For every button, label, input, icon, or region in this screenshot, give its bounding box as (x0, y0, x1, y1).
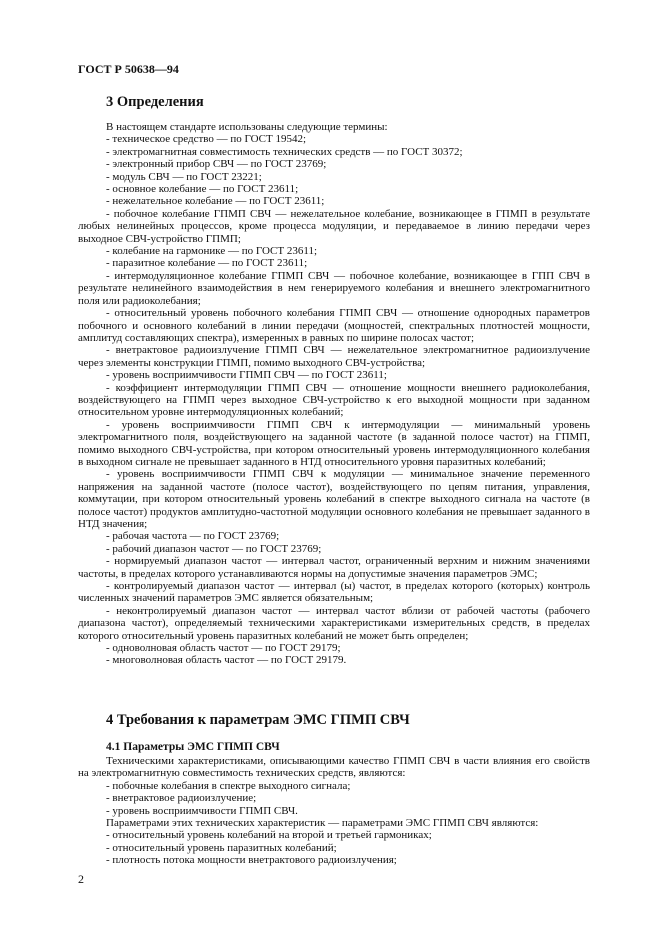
subsection-4-1-title: 4.1 Параметры ЭМС ГПМП СВЧ (106, 741, 280, 753)
list-item: - колебание на гармонике — по ГОСТ 23611; (106, 245, 317, 258)
list-item: - контролируемый диапазон частот — интервал (ы) частот, в пределах которого (которых) контроль численных значений параметров ЭМС является обязательным; (78, 580, 590, 605)
list-item: - уровень восприимчивости ГПМП СВЧ к модуляции — минимальное значение переменного напряжения на заданной частоте (полосе частот), воздействующего по цепям питания, управления, коммутации, при котором относительный уровень колебаний в спектре выходного сигнала на частоте (в полосе частот) продуктов амплитудно-частотной модуляции основного колебания не превышает заданного в НТД значения; (78, 468, 590, 530)
list-item: - относительный уровень колебаний на второй и третьей гармониках; (106, 829, 432, 842)
list-item: - техническое средство — по ГОСТ 19542; (106, 133, 307, 146)
list-item: - побочное колебание ГПМП СВЧ — нежелательное колебание, возникающее в ГПМП в результате любых нелинейных процессов, кроме процесса модуляции, и передаваемое в линию передачи через выходное СВЧ-устройство ГПМП; (78, 207, 590, 245)
document-header: ГОСТ Р 50638—94 (78, 62, 179, 76)
list-item: - многоволновая область частот — по ГОСТ 29179. (106, 654, 347, 667)
list-item: - внетрактовое радиоизлучение; (106, 792, 257, 805)
list-item: - уровень восприимчивости ГПМП СВЧ к интермодуляции — минимальный уровень электромагнитного поля, воздействующего на заданной частоте (в заданной полосе частот) на ГПМП, помимо выходного СВЧ-устройства, при котором относительный уровень интермодуляционного колебания в выходном сигнале не превышает заданного в НТД относительного уровня паразитных колебаний; (78, 418, 590, 468)
list-item: - электронный прибор СВЧ — по ГОСТ 23769; (106, 158, 327, 171)
list-item: - плотность потока мощности внетрактового радиоизлучения; (106, 854, 397, 867)
paragraph: Техническими характеристиками, описывающими качество ГПМП СВЧ в части влияния его свойств на электромагнитную совместимость технических средств, являются: (78, 755, 590, 780)
list-item: - рабочая частота — по ГОСТ 23769; (106, 530, 280, 543)
list-item: - коэффициент интермодуляции ГПМП СВЧ — отношение мощности внешнего радиоколебания, воздействующего на ГПМП через выходное СВЧ-устройство к его выходной мощности при заданном относительном уровне интермодуляционных колебаний; (78, 381, 590, 419)
section-3-title: 3 Определения (106, 94, 204, 110)
list-item: - уровень восприимчивости ГПМП СВЧ — по ГОСТ 23611; (106, 369, 387, 382)
list-item: - нежелательное колебание — по ГОСТ 23611; (106, 195, 325, 208)
section-4-title: 4 Требования к параметрам ЭМС ГПМП СВЧ (106, 712, 410, 728)
list-item: - электромагнитная совместимость технических средств — по ГОСТ 30372; (106, 145, 463, 158)
list-item: - одноволновая область частот — по ГОСТ 29179; (106, 642, 341, 655)
list-item: - относительный уровень паразитных колебаний; (106, 841, 337, 854)
list-item: - интермодуляционное колебание ГПМП СВЧ — побочное колебание, возникающее в ГПП СВЧ в результате нелинейного взаимодействия в нем генерируемого колебания и внешнего электромагнитного поля или радиоколебания; (78, 269, 590, 307)
list-item: - рабочий диапазон частот — по ГОСТ 23769; (106, 542, 322, 555)
list-item: - нормируемый диапазон частот — интервал частот, ограниченный верхним и нижним значениями частоты, в пределах которого устанавливаются нормы на допустимые значения параметров ЭМС; (78, 555, 590, 580)
list-item: - паразитное колебание — по ГОСТ 23611; (106, 257, 308, 270)
list-item: - относительный уровень побочного колебания ГПМП СВЧ — отношение однородных параметров побочного и основного колебаний в линии передачи (мощностей, спектральных плотностей мощности, амплитуд составляющих спектра), измеренных в равных по ширине полосах частот; (78, 307, 590, 344)
list-item: - основное колебание — по ГОСТ 23611; (106, 183, 299, 196)
section-4-body (78, 755, 590, 867)
paragraph: В настоящем стандарте использованы следующие термины: (106, 121, 388, 133)
list-item: - уровень восприимчивости ГПМП СВЧ. (106, 804, 298, 817)
list-item: - внетрактовое радиоизлучение ГПМП СВЧ — нежелательное электромагнитное радиоизлучение через элементы конструкции ГПМП, помимо выходного СВЧ-устройства; (78, 344, 590, 369)
list-item: - модуль СВЧ — по ГОСТ 23221; (106, 170, 262, 183)
list-item: - побочные колебания в спектре выходного сигнала; (106, 779, 351, 792)
page-number: 2 (78, 872, 84, 886)
list-item: - неконтролируемый диапазон частот — интервал частот вблизи от рабочей частоты (рабочего диапазона частот), определяемый техническими характеристиками измерительных средств, в пределах которого относительный уровень паразитных колебаний не может быть определен; (78, 604, 590, 642)
section-3-body (78, 121, 590, 667)
paragraph: Параметрами этих технических характеристик — параметрами ЭМС ГПМП СВЧ являются: (106, 817, 539, 830)
